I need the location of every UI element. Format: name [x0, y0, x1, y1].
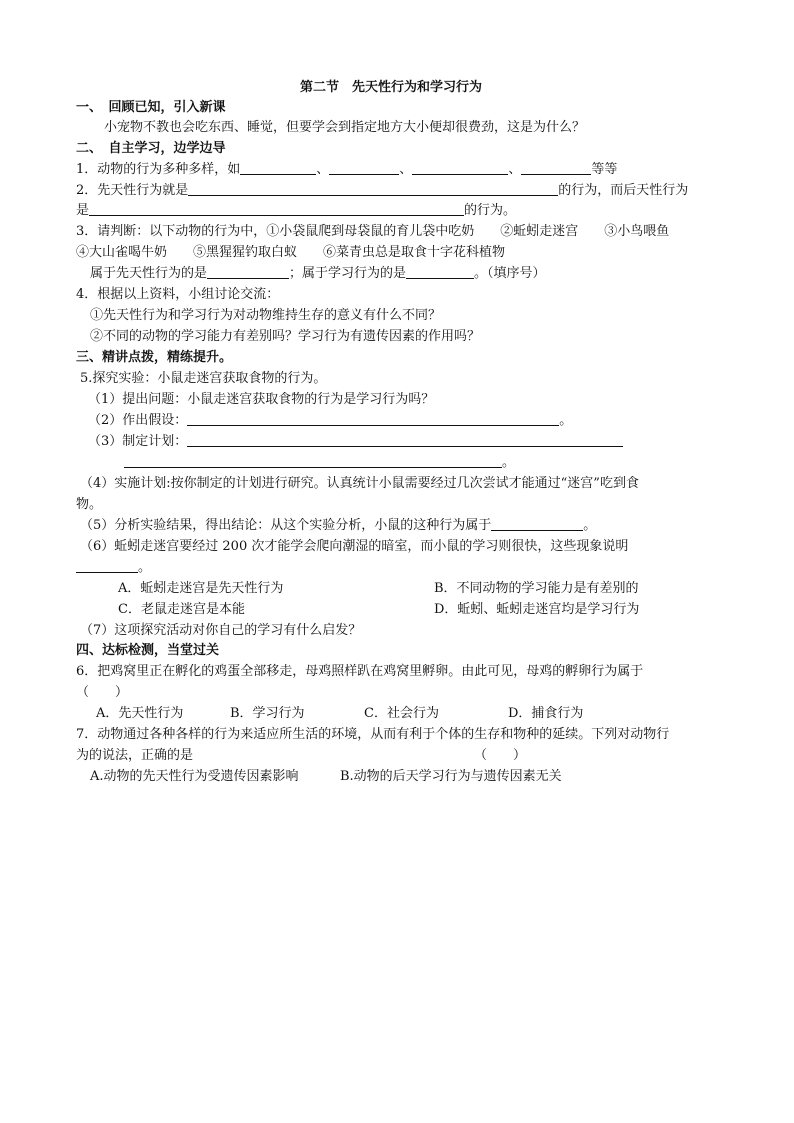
question-2-line-1 [76, 181, 688, 201]
section-heading-4: 四、达标检测，当堂过关 [76, 643, 220, 658]
question-1-suffix: 等等 [591, 162, 618, 177]
answer-blank-1c[interactable] [412, 160, 508, 175]
question-5-step-5 [80, 516, 596, 536]
question-2-mid: 的行为，而后天性行为 [558, 183, 689, 198]
separator: 、 [508, 162, 522, 177]
step-5-suffix: 。 [583, 518, 597, 533]
answer-blank-1b[interactable] [329, 160, 399, 175]
question-5-step-4-line-2: 物。 [76, 497, 103, 512]
step-2-suffix: 。 [559, 413, 573, 428]
answer-blank-2b[interactable] [89, 201, 464, 216]
option-7b[interactable]: B.动物的后天学习行为与遗传因素无关 [340, 769, 562, 784]
section-heading-1: 一、 回顾已知，引入新课 [76, 100, 226, 115]
option-6c[interactable]: C．社会行为 [364, 706, 439, 721]
question-3-learned-label: ；属于学习行为的是 [289, 266, 407, 281]
question-3-line-3 [90, 264, 546, 284]
question-5-step-1: （1）提出问题：小鼠走迷宫获取食物的行为是学习行为吗？ [88, 392, 435, 407]
question-4-line-1: 4．根据以上资料，小组讨论交流： [76, 287, 280, 302]
separator: 、 [316, 162, 330, 177]
question-4-line-2: ①先天性行为和学习行为对动物维持生存的意义有什么不同？ [90, 308, 442, 323]
question-5-line-1: 5.探究实验：小鼠走迷宫获取食物的行为。 [80, 371, 327, 386]
question-2-line2-prefix: 是 [76, 203, 90, 218]
page-title: 第二节 先天性行为和学习行为 [300, 80, 483, 95]
question-3-suffix: 。（填序号） [474, 266, 546, 281]
question-5-step-4-line-1: （4）实施计划:按你制定的计划进行研究。认真统计小鼠需要经过几次尝试才能通过“迷宫”吃到食 [80, 476, 639, 491]
answer-blank-1a[interactable] [240, 160, 316, 175]
question-6-line-1: 6．把鸡窝里正在孵化的鸡蛋全部移走，母鸡照样趴在鸡窝里孵卵。由此可见，母鸡的孵卵行为属于 [76, 664, 644, 679]
question-7-line-2: 为的说法，正确的是 [76, 748, 194, 763]
answer-blank-2a[interactable] [188, 181, 558, 196]
question-5-step-6-line-2 [76, 558, 151, 578]
question-1-prefix: 1．动物的行为多种多样，如 [76, 162, 241, 177]
option-5d[interactable]: D．蚯蚓、蚯蚓走迷宫均是学习行为 [434, 602, 640, 617]
question-7-answer-paren[interactable]: （ ） [474, 748, 527, 763]
question-5-step-6-line-1: （6）蚯蚓走迷宫要经过 200 次才能学会爬向潮湿的暗室，而小鼠的学习则很快，这些现象说明 [80, 539, 629, 554]
answer-blank-3b[interactable] [406, 264, 474, 279]
question-6-answer-paren[interactable]: （ ） [76, 685, 129, 700]
answer-blank-step-6[interactable] [76, 558, 138, 573]
question-2-line2-suffix: 的行为。 [464, 203, 517, 218]
section-heading-2: 二、 自主学习，边学边导 [76, 141, 226, 156]
question-5-step-7: （7）这项探究活动对你自己的学习有什么启发？ [80, 623, 362, 638]
step-3-label: （3）制定计划： [88, 434, 188, 449]
question-5-step-3 [88, 432, 623, 452]
option-6d[interactable]: D．捕食行为 [508, 706, 584, 721]
intro-question: 小宠物不教也会吃东西、睡觉，但要学会到指定地方大小便却很费劲，这是为什么？ [104, 120, 586, 135]
answer-blank-plan-2[interactable] [124, 453, 502, 468]
step-3b-suffix: 。 [502, 455, 516, 470]
option-5b[interactable]: B．不同动物的学习能力是有差别的 [434, 581, 639, 596]
answer-blank-1d[interactable] [521, 160, 591, 175]
step-5-label: （5）分析实验结果，得出结论：从这个实验分析，小鼠的这种行为属于 [80, 518, 492, 533]
question-4-line-3: ②不同的动物的学习能力有差别吗？学习行为有遗传因素的作用吗？ [90, 329, 481, 344]
step-2-label: （2）作出假设： [88, 413, 188, 428]
separator: 、 [399, 162, 413, 177]
option-7a[interactable]: A.动物的先天性行为受遗传因素影响 [90, 769, 299, 784]
option-6b[interactable]: B．学习行为 [230, 706, 305, 721]
question-2-line-2 [76, 201, 516, 221]
question-3-line-1: 3．请判断：以下动物的行为中，①小袋鼠爬到母袋鼠的育儿袋中吃奶 ②蚯蚓走迷宫 ③小鸟喂鱼 [76, 224, 670, 239]
option-5c[interactable]: C．老鼠走迷宫是本能 [118, 602, 245, 617]
answer-blank-plan-1[interactable] [187, 432, 623, 447]
question-1 [76, 160, 617, 180]
question-5-step-2 [88, 411, 572, 431]
section-heading-3: 三、精讲点拨，精练提升。 [76, 350, 233, 365]
answer-blank-3a[interactable] [207, 264, 289, 279]
answer-blank-hypothesis[interactable] [187, 411, 559, 426]
question-3-line-2: ④大山雀喝牛奶 ⑤黑猩猩钓取白蚁 ⑥菜青虫总是取食十字花科植物 [76, 245, 506, 260]
question-3-innate-label: 属于先天性行为的是 [90, 266, 208, 281]
question-5-step-3b [124, 453, 515, 473]
question-2-prefix: 2．先天性行为就是 [76, 183, 189, 198]
answer-blank-conclusion[interactable] [491, 516, 583, 531]
option-5a[interactable]: A．蚯蚓走迷宫是先天性行为 [118, 581, 284, 596]
option-6a[interactable]: A．先天性行为 [96, 706, 184, 721]
step-6-suffix: 。 [138, 560, 152, 575]
question-7-line-1: 7．动物通过各种各样的行为来适应所生活的环境，从而有利于个体的生存和物种的延续。下列对动物行 [76, 727, 670, 742]
